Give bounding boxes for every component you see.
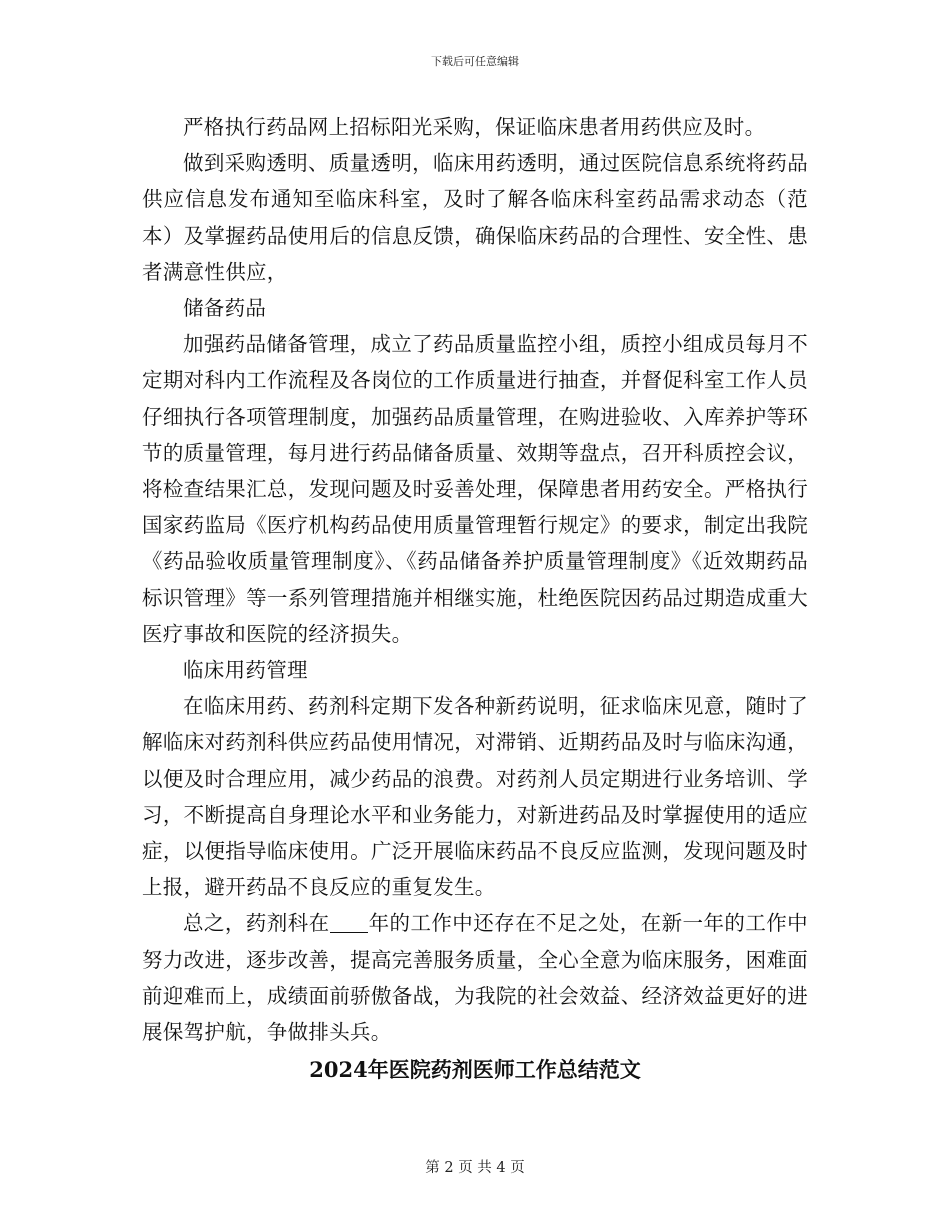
summary-text-after: 年的工作中还存在不足之处，在新一年的工作中努力改进，逐步改善，提高完善服务质量，全心全意为临床服务，困难面前迎难而上，成绩面前骄傲备战，为我院的社会效益、经济效益更好的进展保驾护航，争做排头兵。 — [142, 911, 808, 1045]
year-blank — [330, 912, 369, 934]
document-body — [142, 109, 808, 1088]
paragraph-summary — [142, 905, 808, 1050]
section-heading-storage: 储备药品 — [183, 296, 267, 321]
page-footer: 第 2 页 共 4 页 — [425, 1160, 525, 1176]
paragraph-clinical-management: 在临床用药、药剂科定期下发各种新药说明，征求临床见意，随时了解临床对药剂科供应药品使用情况，对滞销、近期药品及时与临床沟通，以便及时合理应用，减少药品的浪费。对药剂人员定期进行业务培训、学习，不断提高自身理论水平和业务能力，对新进药品及时掌握使用的适应症，以便指导临床使用。广泛开展临床药品不良反应监测，发现问题及时上报，避开药品不良反应的重复发生。 — [142, 694, 808, 900]
paragraph-storage-management: 加强药品储备管理，成立了药品质量监控小组，质控小组成员每月不定期对科内工作流程及各岗位的工作质量进行抽查，并督促科室工作人员仔细执行各项管理制度，加强药品质量管理，在购进验收、入库养护等环节的质量管理，每月进行药品储备质量、效期等盘点，召开科质控会议，将检查结果汇总，发现问题及时妥善处理，保障患者用药安全。严格执行国家药监局《医疗机构药品使用质量管理暂行规定》的要求，制定出我院《药品验收质量管理制度》、《药品储备养护质量管理制度》《近效期药品标识管理》等一系列管理措施并相继实施，杜绝医院因药品过期造成重大医疗事故和医院的经济损失。 — [142, 332, 808, 646]
paragraph-transparency: 做到采购透明、质量透明，临床用药透明，通过医院信息系统将药品供应信息发布通知至临床科室，及时了解各临床科室药品需求动态（范本）及掌握药品使用后的信息反馈，确保临床药品的合理性、安全性、患者满意性供应， — [142, 151, 808, 284]
document-title: 2024年医院药剂医师工作总结范文 — [309, 1057, 641, 1083]
paragraph-procurement: 严格执行药品网上招标阳光采购，保证临床患者用药供应及时。 — [183, 115, 766, 139]
page-header: 下载后可任意编辑 — [431, 55, 519, 68]
summary-text-before: 总之，药剂科在 — [183, 911, 330, 936]
section-heading-clinical: 临床用药管理 — [183, 658, 308, 683]
